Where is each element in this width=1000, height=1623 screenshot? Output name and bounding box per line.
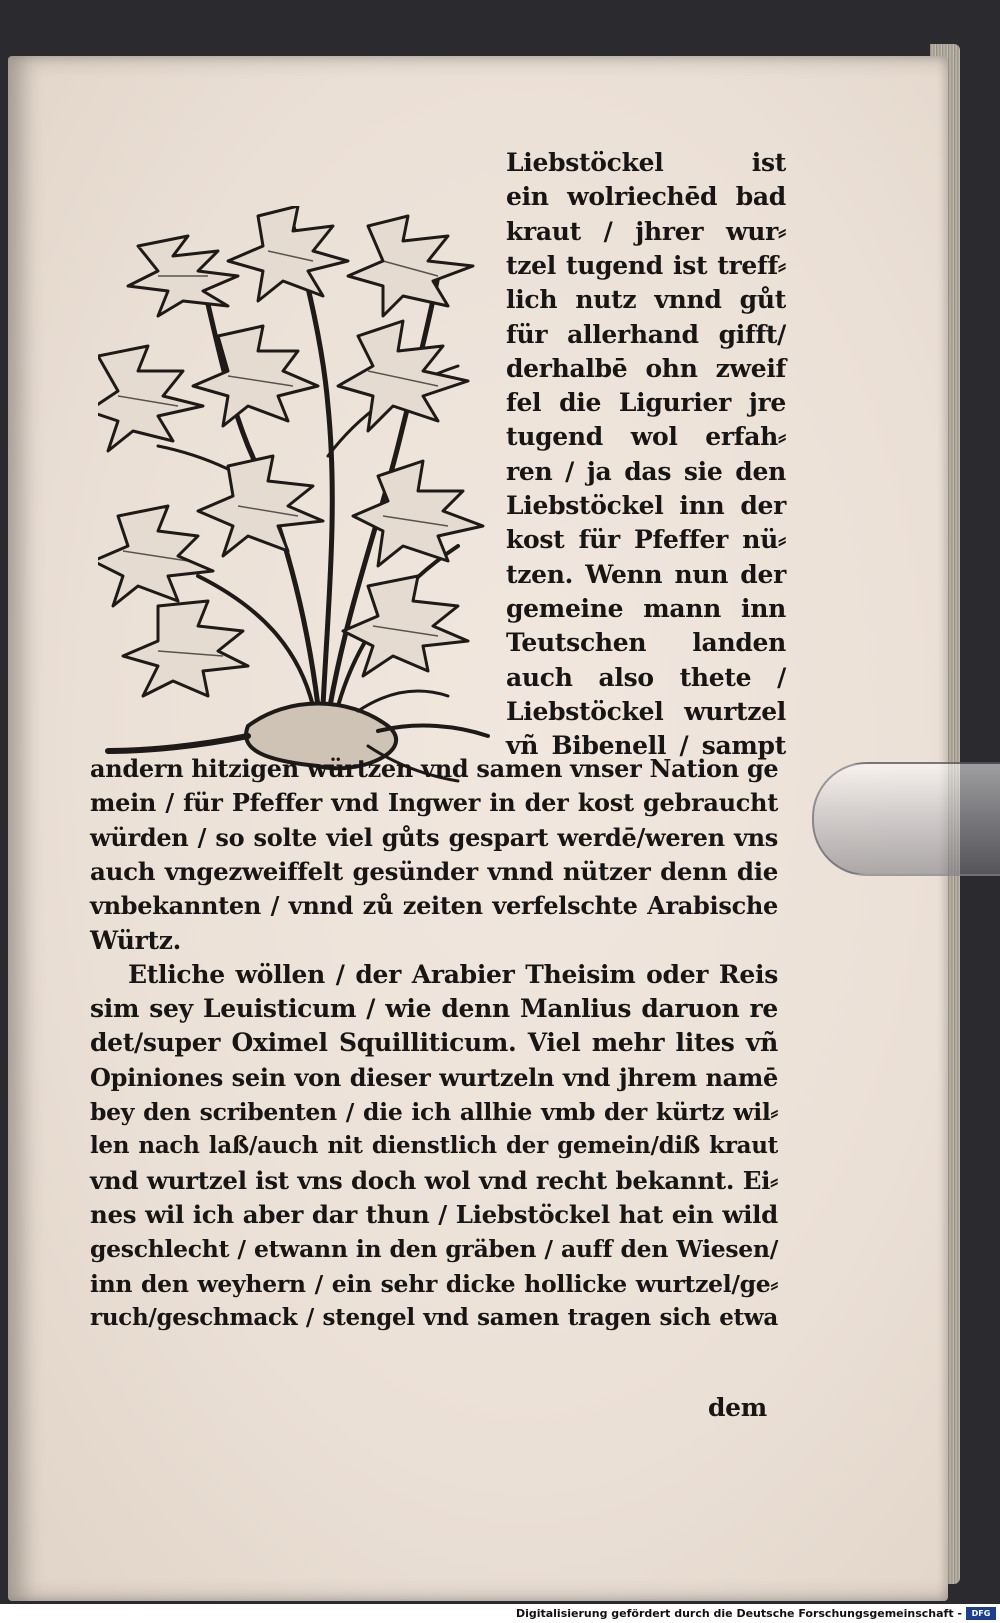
book-page xyxy=(8,56,948,1601)
word: vnnd xyxy=(654,285,722,315)
body-text-line: nes wil ich aber dar thun / Liebstöckel hat ein wild xyxy=(90,1199,778,1229)
word: tzen. xyxy=(506,559,574,589)
column-text-line xyxy=(506,489,786,523)
column-text-line xyxy=(506,386,786,420)
word: wol xyxy=(630,422,678,452)
word: der xyxy=(740,559,786,589)
word: / xyxy=(603,216,613,246)
word: das xyxy=(624,456,672,486)
body-text-line: würden / so solte viel gůts gespart werdē/weren vns xyxy=(90,822,778,852)
word: tzel xyxy=(506,250,556,280)
word: ren xyxy=(506,456,553,486)
word: nü⸗ xyxy=(742,525,786,555)
word: inn xyxy=(679,491,725,520)
word: fel xyxy=(506,388,542,418)
body-text-line: sim sey Leuisticum / wie denn Manlius daruon re xyxy=(90,994,778,1024)
column-text-line xyxy=(506,661,786,695)
word: auch xyxy=(506,662,573,692)
word: vñ xyxy=(506,731,539,761)
word: gůt xyxy=(739,285,786,315)
page-clip xyxy=(812,762,1000,876)
word: gemeine xyxy=(506,593,624,623)
word: wur⸗ xyxy=(726,216,786,246)
word: für xyxy=(578,525,620,555)
body-text-line: len nach laß/auch nit dienstlich der gemein/diß kraut xyxy=(90,1132,778,1160)
column-text-line xyxy=(506,420,786,454)
word: jre xyxy=(748,388,786,418)
word: ja xyxy=(586,456,612,486)
word: inn xyxy=(741,593,786,623)
word: Liebstöckel xyxy=(506,491,664,520)
column-text-line xyxy=(506,592,786,626)
column-text-line xyxy=(506,318,786,352)
column-text-line xyxy=(506,283,786,317)
body-text-line: Würtz. xyxy=(90,925,182,955)
body-text-line: Etliche wöllen / der Arabier Theisim oder Reis xyxy=(128,959,778,989)
word: mann xyxy=(643,593,722,623)
word: / xyxy=(679,731,689,761)
column-text-line xyxy=(506,249,786,283)
column-text-line xyxy=(506,626,786,660)
word: kost xyxy=(506,525,565,555)
word: sampt xyxy=(701,731,786,761)
word: für xyxy=(506,319,548,349)
word: erfah⸗ xyxy=(705,422,786,452)
column-text-line xyxy=(506,558,786,592)
body-text-line: vnbekannten / vnnd zů zeiten verfelschte Arabische xyxy=(90,891,778,921)
column-text-line xyxy=(506,180,786,214)
column-text-line xyxy=(506,215,786,249)
word: ist xyxy=(673,250,708,280)
word: nutz xyxy=(575,285,637,315)
footer-bar xyxy=(0,1604,1000,1623)
word: der xyxy=(740,491,786,520)
word: / xyxy=(565,456,574,486)
column-text-line xyxy=(506,146,786,180)
word: sie xyxy=(683,456,723,486)
word: wurtzel xyxy=(684,696,786,726)
word: Bibenell xyxy=(551,731,667,761)
woodcut-plant-icon xyxy=(98,206,490,784)
body-text-line: inn den weyhern / ein sehr dicke hollicke wurtzel/ge⸗ xyxy=(90,1269,778,1298)
body-text-line: Opiniones sein von dieser wurtzeln vnd jhrem namē xyxy=(90,1062,778,1092)
word: derhalbē xyxy=(506,353,628,383)
body-text-line: mein / für Pfeffer vnd Ingwer in der kost gebraucht xyxy=(90,788,778,818)
word: lich xyxy=(506,285,558,315)
word: tugend xyxy=(506,422,603,452)
word: gifft/ xyxy=(718,319,786,349)
word: ein xyxy=(506,182,549,212)
column-text-line xyxy=(506,455,786,489)
word: Wenn xyxy=(585,559,663,589)
column-text-line xyxy=(506,523,786,557)
word: allerhand xyxy=(567,319,699,349)
word: wolriechēd xyxy=(567,182,718,212)
column-text-line xyxy=(506,695,786,729)
word: Teutschen xyxy=(506,628,647,658)
column-text-line xyxy=(506,352,786,386)
word: Pfeffer xyxy=(634,525,728,555)
word: ist xyxy=(751,148,786,177)
word: tugend xyxy=(566,250,663,280)
body-text-line: det/super Oximel Squilliticum. Viel mehr lites vñ xyxy=(90,1028,778,1058)
body-text-line: ruch/geschmack / stengel vnd samen tragen sich etwa xyxy=(90,1303,778,1331)
word: zweif xyxy=(715,353,786,383)
catchword: dem xyxy=(708,1393,767,1422)
word: bad xyxy=(735,182,786,212)
dfg-logo: DFG xyxy=(966,1607,996,1620)
word: also xyxy=(598,662,654,692)
word: thete xyxy=(679,662,752,692)
word: treff⸗ xyxy=(717,250,786,280)
word: jhrer xyxy=(635,216,704,246)
body-text-line: geschlecht / etwann in den gräben / auff den Wiesen/ xyxy=(90,1235,778,1264)
body-text-line: bey den scribenten / die ich allhie vmb der kürtz wil⸗ xyxy=(90,1098,778,1126)
word: den xyxy=(735,456,786,486)
word: ohn xyxy=(645,353,698,383)
word: / xyxy=(777,662,786,692)
body-text-line: andern hitzigen würtzen vnd samen vnser Nation ge xyxy=(90,754,779,783)
word: nun xyxy=(674,559,729,589)
word: Liebstöckel xyxy=(506,696,664,726)
word: kraut xyxy=(506,216,581,246)
footer-credit: Digitalisierung gefördert durch die Deutsche Forschungsgemeinschaft - xyxy=(515,1607,962,1620)
body-text-line: auch vngezweiffelt gesünder vnnd nützer denn die xyxy=(90,856,778,886)
word: Liebstöckel xyxy=(506,148,664,177)
body-text-line: vnd wurtzel ist vns doch wol vnd recht bekannt. Ei⸗ xyxy=(90,1165,778,1195)
word: Ligurier xyxy=(618,388,731,418)
word: landen xyxy=(692,628,786,658)
word: die xyxy=(559,388,602,418)
